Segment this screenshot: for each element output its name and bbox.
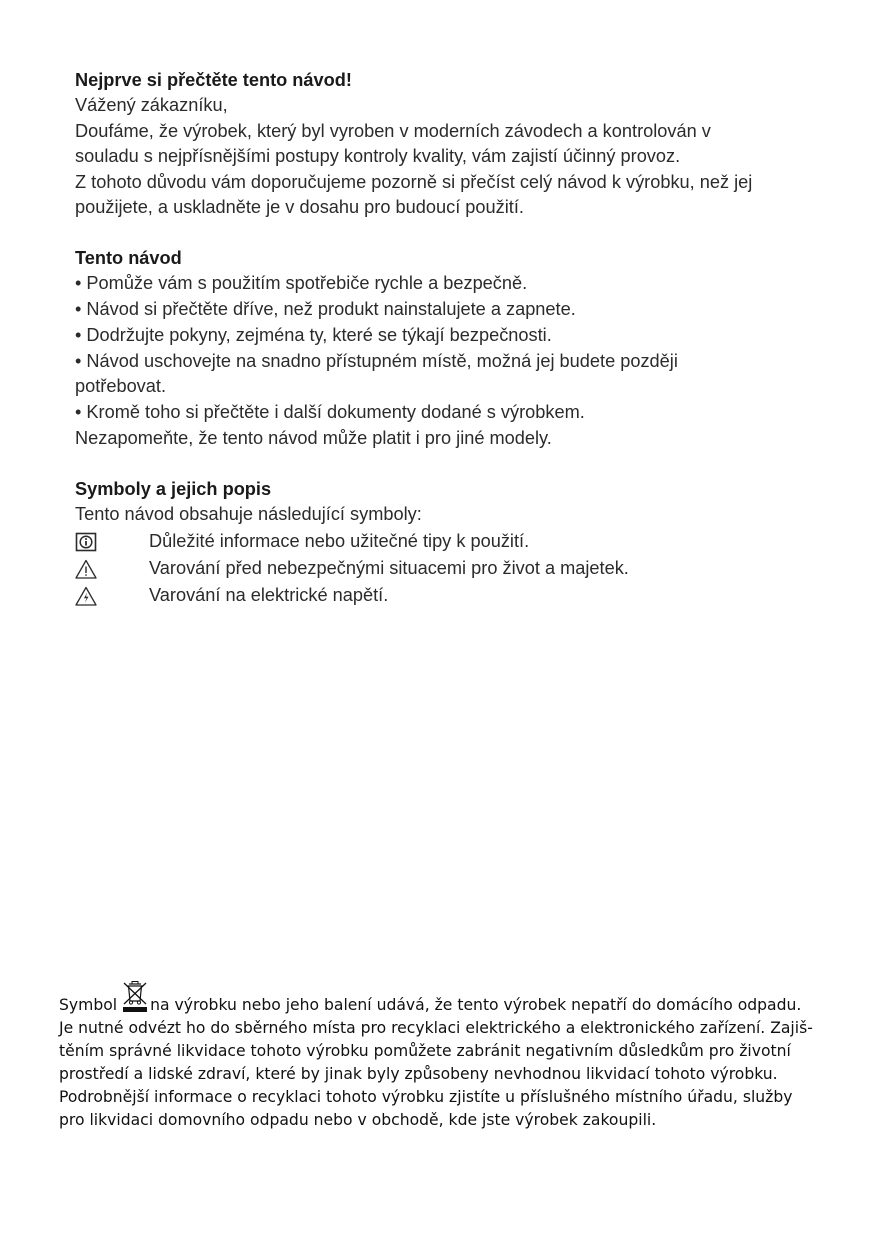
- symbol-warning-text: Varování před nebezpečnými situacemi pro život a majetek.: [149, 558, 629, 578]
- symbol-row-info: [75, 529, 835, 556]
- electric-warning-icon: [75, 586, 97, 606]
- symbol-row-warning: [75, 556, 835, 583]
- manual-section: [75, 246, 835, 451]
- main-content: [75, 68, 835, 636]
- intro-paragraph-1-line-2: souladu s nejpřísnějšími postupy kontroly kvality, vám zajistí účinný provoz.: [75, 146, 681, 166]
- intro-paragraph-2-line-2: použijete, a uskladněte je v dosahu pro budoucí použití.: [75, 197, 524, 217]
- manual-bullet-1: • Pomůže vám s použitím spotřebiče rychle a bezpečně.: [75, 273, 528, 293]
- recycling-line-1: [59, 968, 834, 1017]
- manual-note: Nezapomeňte, že tento návod může platit i pro jiné modely.: [75, 428, 552, 448]
- recycling-line-4: prostředí a lidské zdraví, které by jinak byly způsobeny nevhodnou likvidací tohoto výrobku.: [59, 1065, 778, 1083]
- symbols-intro: Tento návod obsahuje následující symboly:: [75, 504, 422, 524]
- symbol-info-text: Důležité informace nebo užitečné tipy k použití.: [149, 531, 530, 551]
- recycling-line-5: Podrobnější informace o recyklaci tohoto výrobku zjistíte u příslušného místního úřadu, služby: [59, 1088, 793, 1106]
- greeting: Vážený zákazníku,: [75, 95, 228, 115]
- manual-bullet-4-line-2: potřebovat.: [75, 376, 166, 396]
- manual-bullet-5: • Kromě toho si přečtěte i další dokumenty dodané s výrobkem.: [75, 402, 585, 422]
- intro-heading: Nejprve si přečtěte tento návod!: [75, 70, 352, 90]
- intro-section: [75, 68, 835, 220]
- manual-heading: Tento návod: [75, 248, 182, 268]
- recycling-line-3: těním správné likvidace tohoto výrobku pomůžete zabránit negativním důsledkům pro životní: [59, 1042, 791, 1060]
- intro-paragraph-2-line-1: Z tohoto důvodu vám doporučujeme pozorně si přečíst celý návod k výrobku, než jej: [75, 172, 753, 192]
- manual-bullet-2: • Návod si přečtěte dříve, než produkt nainstalujete a zapnete.: [75, 299, 576, 319]
- recycling-line-2: Je nutné odvézt ho do sběrného místa pro recyklaci elektrického a elektronického zařízení. Zajiš-: [59, 1019, 813, 1037]
- manual-bullet-3: • Dodržujte pokyny, zejména ty, které se týkají bezpečnosti.: [75, 325, 552, 345]
- symbol-row-electric: [75, 583, 835, 610]
- info-icon: [75, 532, 97, 552]
- symbols-heading: Symboly a jejich popis: [75, 479, 272, 499]
- crossed-bin-icon: [121, 980, 148, 1014]
- symbols-section: [75, 477, 835, 610]
- recycling-line-6: pro likvidaci domovního odpadu nebo v obchodě, kde jste výrobek zakoupili.: [59, 1111, 657, 1129]
- symbol-electric-text: Varování na elektrické napětí.: [149, 585, 389, 605]
- warning-triangle-icon: [75, 559, 97, 579]
- manual-bullet-4-line-1: • Návod uschovejte na snadno přístupném místě, možná jej budete později: [75, 351, 678, 371]
- recycling-symbol-word: Symbol: [59, 996, 118, 1014]
- recycling-line-1-rest: na výrobku nebo jeho balení udává, že tento výrobek nepatří do domácího odpadu.: [150, 996, 802, 1014]
- recycling-notice: [59, 968, 834, 1132]
- intro-paragraph-1-line-1: Doufáme, že výrobek, který byl vyroben v moderních závodech a kontrolován v: [75, 121, 711, 141]
